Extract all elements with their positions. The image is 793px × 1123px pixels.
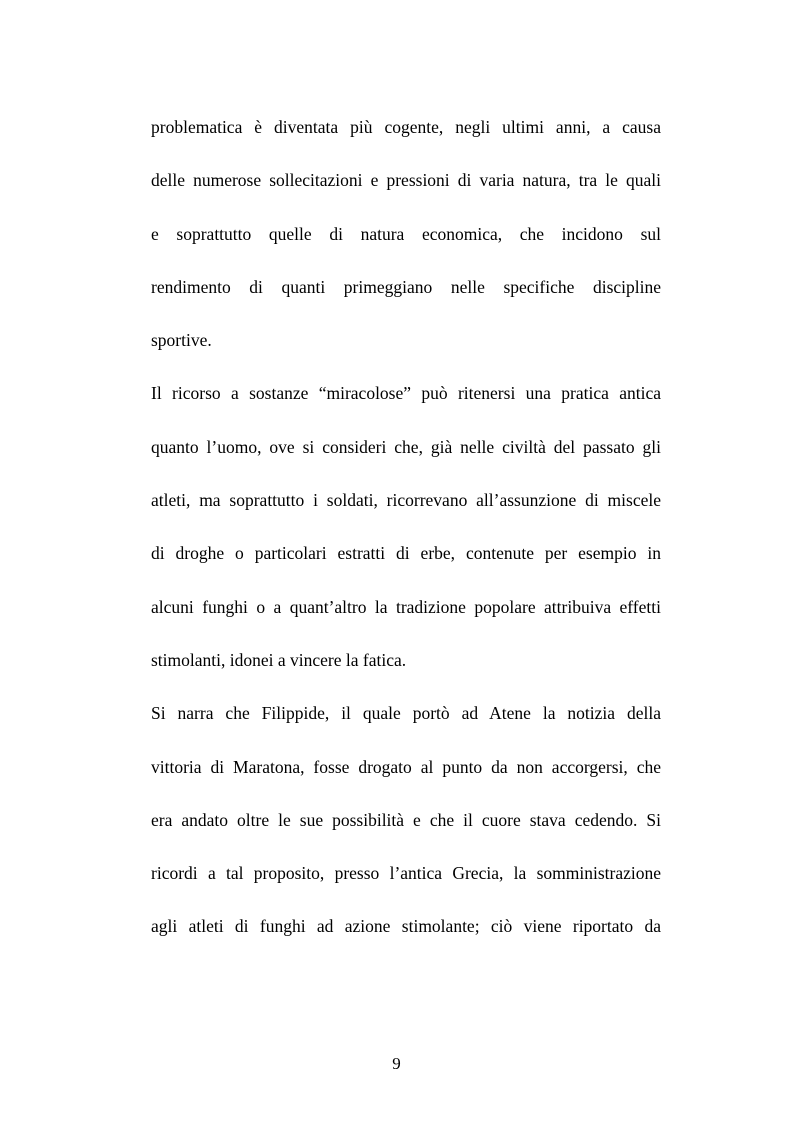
text-line: rendimento di quanti primeggiano nelle specifiche discipline bbox=[151, 276, 661, 297]
text-line: di droghe o particolari estratti di erbe, contenute per esempio in bbox=[151, 543, 661, 564]
text-line: sportive. bbox=[151, 330, 212, 351]
text-line: atleti, ma soprattutto i soldati, ricorrevano all’assunzione di miscele bbox=[151, 490, 661, 511]
text-line: ricordi a tal proposito, presso l’antica Grecia, la somministrazione bbox=[151, 863, 661, 884]
text-line: alcuni funghi o a quant’altro la tradizione popolare attribuiva effetti bbox=[151, 596, 661, 617]
page-number: 9 bbox=[392, 1054, 401, 1073]
text-line: Si narra che Filippide, il quale portò ad Atene la notizia della bbox=[151, 703, 661, 724]
text-line: stimolanti, idonei a vincere la fatica. bbox=[151, 649, 407, 670]
text-line: problematica è diventata più cogente, negli ultimi anni, a causa bbox=[151, 117, 661, 137]
body-text bbox=[151, 107, 661, 960]
text-line: quanto l’uomo, ove si consideri che, già nelle civiltà del passato gli bbox=[151, 436, 661, 457]
text-line: vittoria di Maratona, fosse drogato al punto da non accorgersi, che bbox=[151, 756, 661, 777]
text-line: agli atleti di funghi ad azione stimolante; ciò viene riportato da bbox=[151, 916, 661, 937]
text-line: delle numerose sollecitazioni e pressioni di varia natura, tra le quali bbox=[151, 170, 661, 191]
text-line: Il ricorso a sostanze “miracolose” può ritenersi una pratica antica bbox=[151, 383, 661, 404]
text-line: e soprattutto quelle di natura economica, che incidono sul bbox=[151, 223, 661, 244]
text-line: era andato oltre le sue possibilità e che il cuore stava cedendo. Si bbox=[151, 809, 661, 830]
